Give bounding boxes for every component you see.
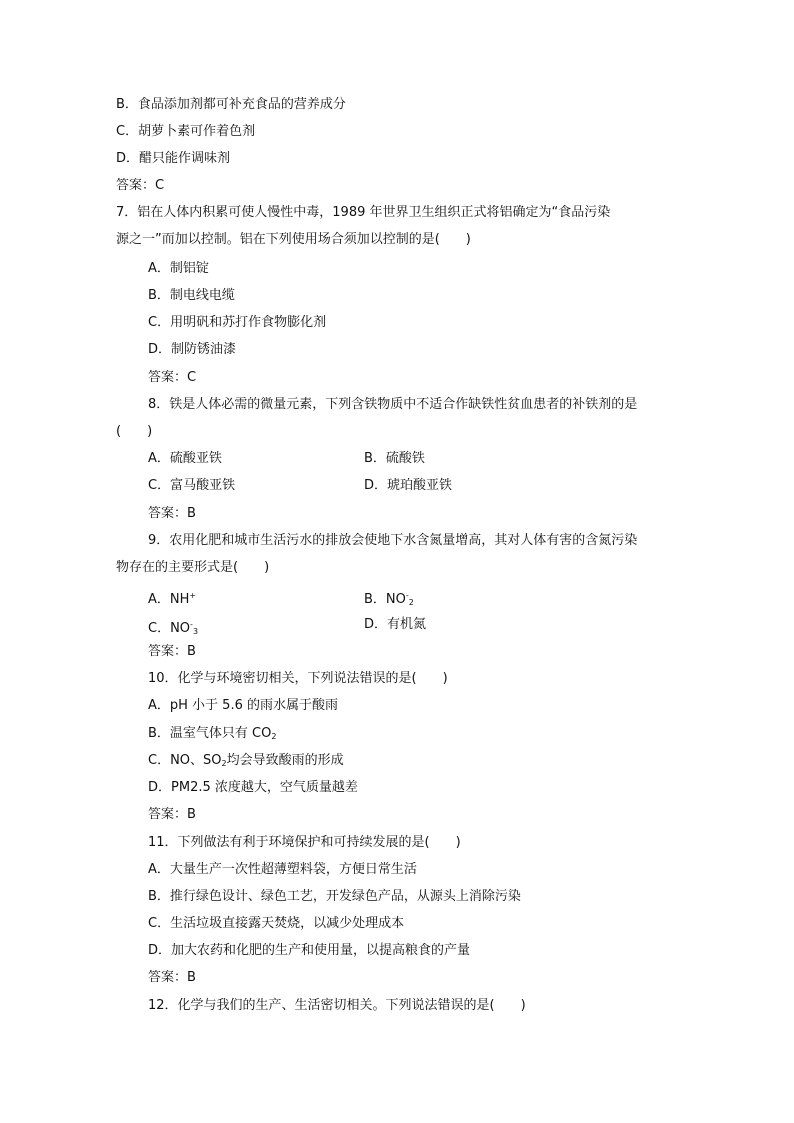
q9-option-b	[364, 588, 414, 611]
q11-stem: 11．下列做法有利于环境保护和可持续发展的是( )	[148, 835, 461, 850]
q9-option-d: D．有机氮	[364, 617, 427, 632]
answer-q6: 答案：C	[116, 178, 165, 193]
q9-stem-line1: 9．农用化肥和城市生活污水的排放会使地下水含氮量增高，其对人体有害的含氮污染	[148, 533, 638, 548]
q9-option-b-charge: -	[405, 591, 409, 600]
q11-option-a: A．大量生产一次性超薄塑料袋，方便日常生活	[148, 862, 417, 877]
q9-option-b-subscript: 2	[408, 598, 414, 607]
q9-option-a	[148, 588, 196, 608]
q10-option-b-subscript: 2	[271, 732, 277, 741]
q9-option-a-charge: +	[189, 591, 197, 600]
q10-option-d: D．PM2.5 浓度越大，空气质量越差	[148, 780, 358, 795]
q7-option-c: C．用明矾和苏打作食物膨化剂	[148, 315, 327, 330]
q11-option-d: D．加大农药和化肥的生产和使用量，以提高粮食的产量	[148, 943, 471, 958]
q11-option-c: C．生活垃圾直接露天焚烧，以减少处理成本	[148, 916, 405, 931]
q8-option-c: C．富马酸亚铁	[148, 478, 236, 493]
q8-stem-line1: 8．铁是人体必需的微量元素，下列含铁物质中不适合作缺铁性贫血患者的补铁剂的是	[148, 397, 638, 412]
q10-option-c-text1: C．NO、SO	[148, 753, 222, 768]
q9-option-c-charge: -	[190, 620, 193, 629]
q11-option-b: B．推行绿色设计、绿色工艺，开发绿色产品，从源头上消除污染	[148, 889, 521, 904]
q11-answer: 答案：B	[148, 970, 196, 985]
q10-option-c	[148, 753, 344, 772]
q9-option-a-formula: NH	[169, 592, 190, 607]
q7-option-b: B．制电线电缆	[148, 288, 235, 303]
q8-option-b: B．硫酸铁	[364, 451, 425, 466]
q9-option-c-subscript: 3	[192, 627, 199, 636]
q10-option-b	[148, 726, 276, 745]
option-b-food-additive: B．食品添加剂都可补充食品的营养成分	[116, 97, 346, 112]
q9-answer: 答案：B	[148, 644, 196, 659]
q9-option-c	[148, 617, 198, 640]
q7-option-d: D．制防锈油漆	[148, 342, 237, 357]
q7-stem-line2: 源之一”而加以控制。铝在下列使用场合须加以控制的是( )	[116, 232, 471, 247]
option-d-vinegar: D．醋只能作调味剂	[116, 151, 231, 166]
q9-option-b-formula: NO	[385, 592, 406, 607]
q9-option-c-prefix: C．	[148, 621, 171, 636]
q10-option-c-subscript: 2	[221, 759, 227, 768]
q7-option-a: A．制铝锭	[148, 261, 209, 276]
q8-option-d: D．琥珀酸亚铁	[364, 478, 453, 493]
q8-option-a: A．硫酸亚铁	[148, 451, 222, 466]
q9-option-a-prefix: A．	[148, 592, 170, 607]
option-c-carotene: C．胡萝卜素可作着色剂	[116, 124, 256, 139]
q12-stem: 12．化学与我们的生产、生活密切相关。下列说法错误的是( )	[148, 998, 526, 1013]
q10-option-b-text: B．温室气体只有 CO	[148, 726, 272, 741]
q7-stem-line1: 7．铝在人体内积累可使人慢性中毒，1989 年世界卫生组织正式将铝确定为“食品污染	[116, 205, 611, 220]
q9-option-b-prefix: B．	[364, 592, 386, 607]
q10-stem: 10．化学与环境密切相关，下列说法错误的是( )	[148, 671, 448, 686]
q10-option-c-text2: 均会导致酸雨的形成	[226, 753, 344, 768]
q8-answer: 答案：B	[148, 506, 196, 521]
q10-option-a: A．pH 小于 5.6 的雨水属于酸雨	[148, 698, 338, 713]
q10-answer: 答案：B	[148, 807, 196, 822]
q7-answer: 答案：C	[148, 370, 197, 385]
q8-stem-line2: ( )	[116, 424, 153, 439]
q9-stem-line2: 物存在的主要形式是( )	[116, 560, 270, 575]
q9-option-c-formula: NO	[170, 621, 191, 636]
